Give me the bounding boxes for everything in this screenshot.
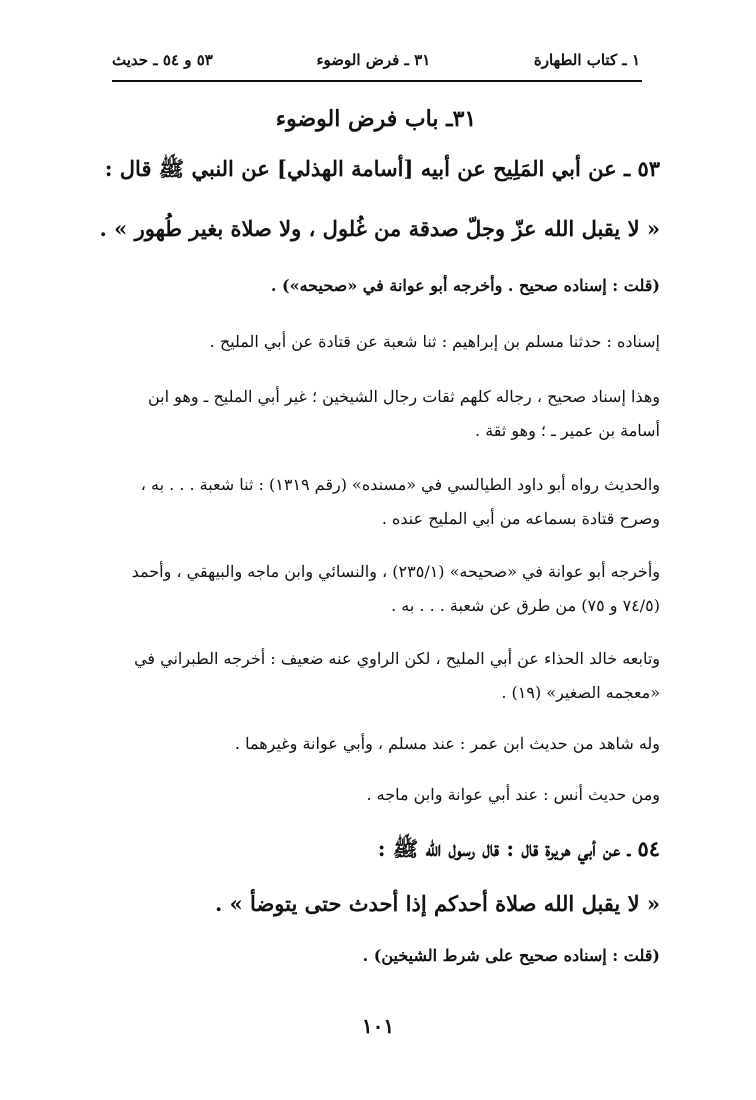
mutaba-paragraph: وتابعه خالد الحذاء عن أبي المليح ، لكن الراوي عنه ضعيف : أخرجه الطبراني في «معجمه الصغير» (١٩) . (134, 649, 660, 702)
isnad-assessment-paragraph: وهذا إسناد صحيح ، رجاله كلهم ثقات رجال الشيخين ؛ غير أبي المليح ـ وهو ابن أسامة بن عمير ـ ؛ وهو ثقة . (147, 387, 660, 440)
running-header (112, 46, 640, 74)
hadith-53-text: « لا يقبل الله عزّ وجلّ صدقة من غُلول ، ولا صلاة بغير طُهور » . (99, 216, 660, 241)
page-number: ١٠١ (361, 1014, 395, 1038)
header-section: ٣١ ـ فرض الوضوء (316, 51, 431, 69)
isnad-paragraph: إسناده : حدثنا مسلم بن إبراهيم : ثنا شعبة عن قتادة عن أبي المليح . (209, 332, 660, 351)
hadith-54-text: « لا يقبل الله صلاة أحدكم إذا أحدث حتى يتوضأ » . (215, 891, 660, 916)
hadith-54-verdict: (قلت : إسناده صحيح على شرط الشيخين) . (362, 946, 660, 965)
takhrij-paragraph: وأخرجه أبو عوانة في «صحيحه» (٢٣٥/١) ، والنسائي وابن ماجه والبيهقي ، وأحمد (٧٤/٥ و ٧٥) من طرق عن شعبة . . . به . (131, 562, 660, 615)
shahid-ibn-umar: وله شاهد من حديث ابن عمر : عند مسلم ، وأبي عوانة وغيرهما . (234, 734, 660, 753)
header-chapter: ١ ـ كتاب الطهارة (533, 51, 640, 69)
hadith-54-intro: ٥٤ ـ عن أبي هريرة قال : قال رسول الله ﷺ : (377, 836, 660, 861)
header-hadith-range: ٥٣ و ٥٤ ـ حديث (112, 51, 213, 69)
hadith-53-intro: ٥٣ ـ عن أبي المَلِيح عن أبيه [أسامة الهذلي] عن النبي ﷺ قال : (104, 156, 660, 181)
header-rule (112, 80, 642, 82)
chapter-title: ٣١ـ باب فرض الوضوء (275, 106, 477, 132)
tayalisi-paragraph: والحديث رواه أبو داود الطيالسي في «مسنده» (رقم ١٣١٩) : ثنا شعبة . . . به ، وصرح قتادة بسماعه من أبي المليح عنده . (140, 475, 660, 528)
hadith-53-verdict: (قلت : إسناده صحيح . وأخرجه أبو عوانة في «صحيحه») . (270, 276, 660, 295)
shahid-anas: ومن حديث أنس : عند أبي عوانة وابن ماجه . (366, 785, 660, 804)
